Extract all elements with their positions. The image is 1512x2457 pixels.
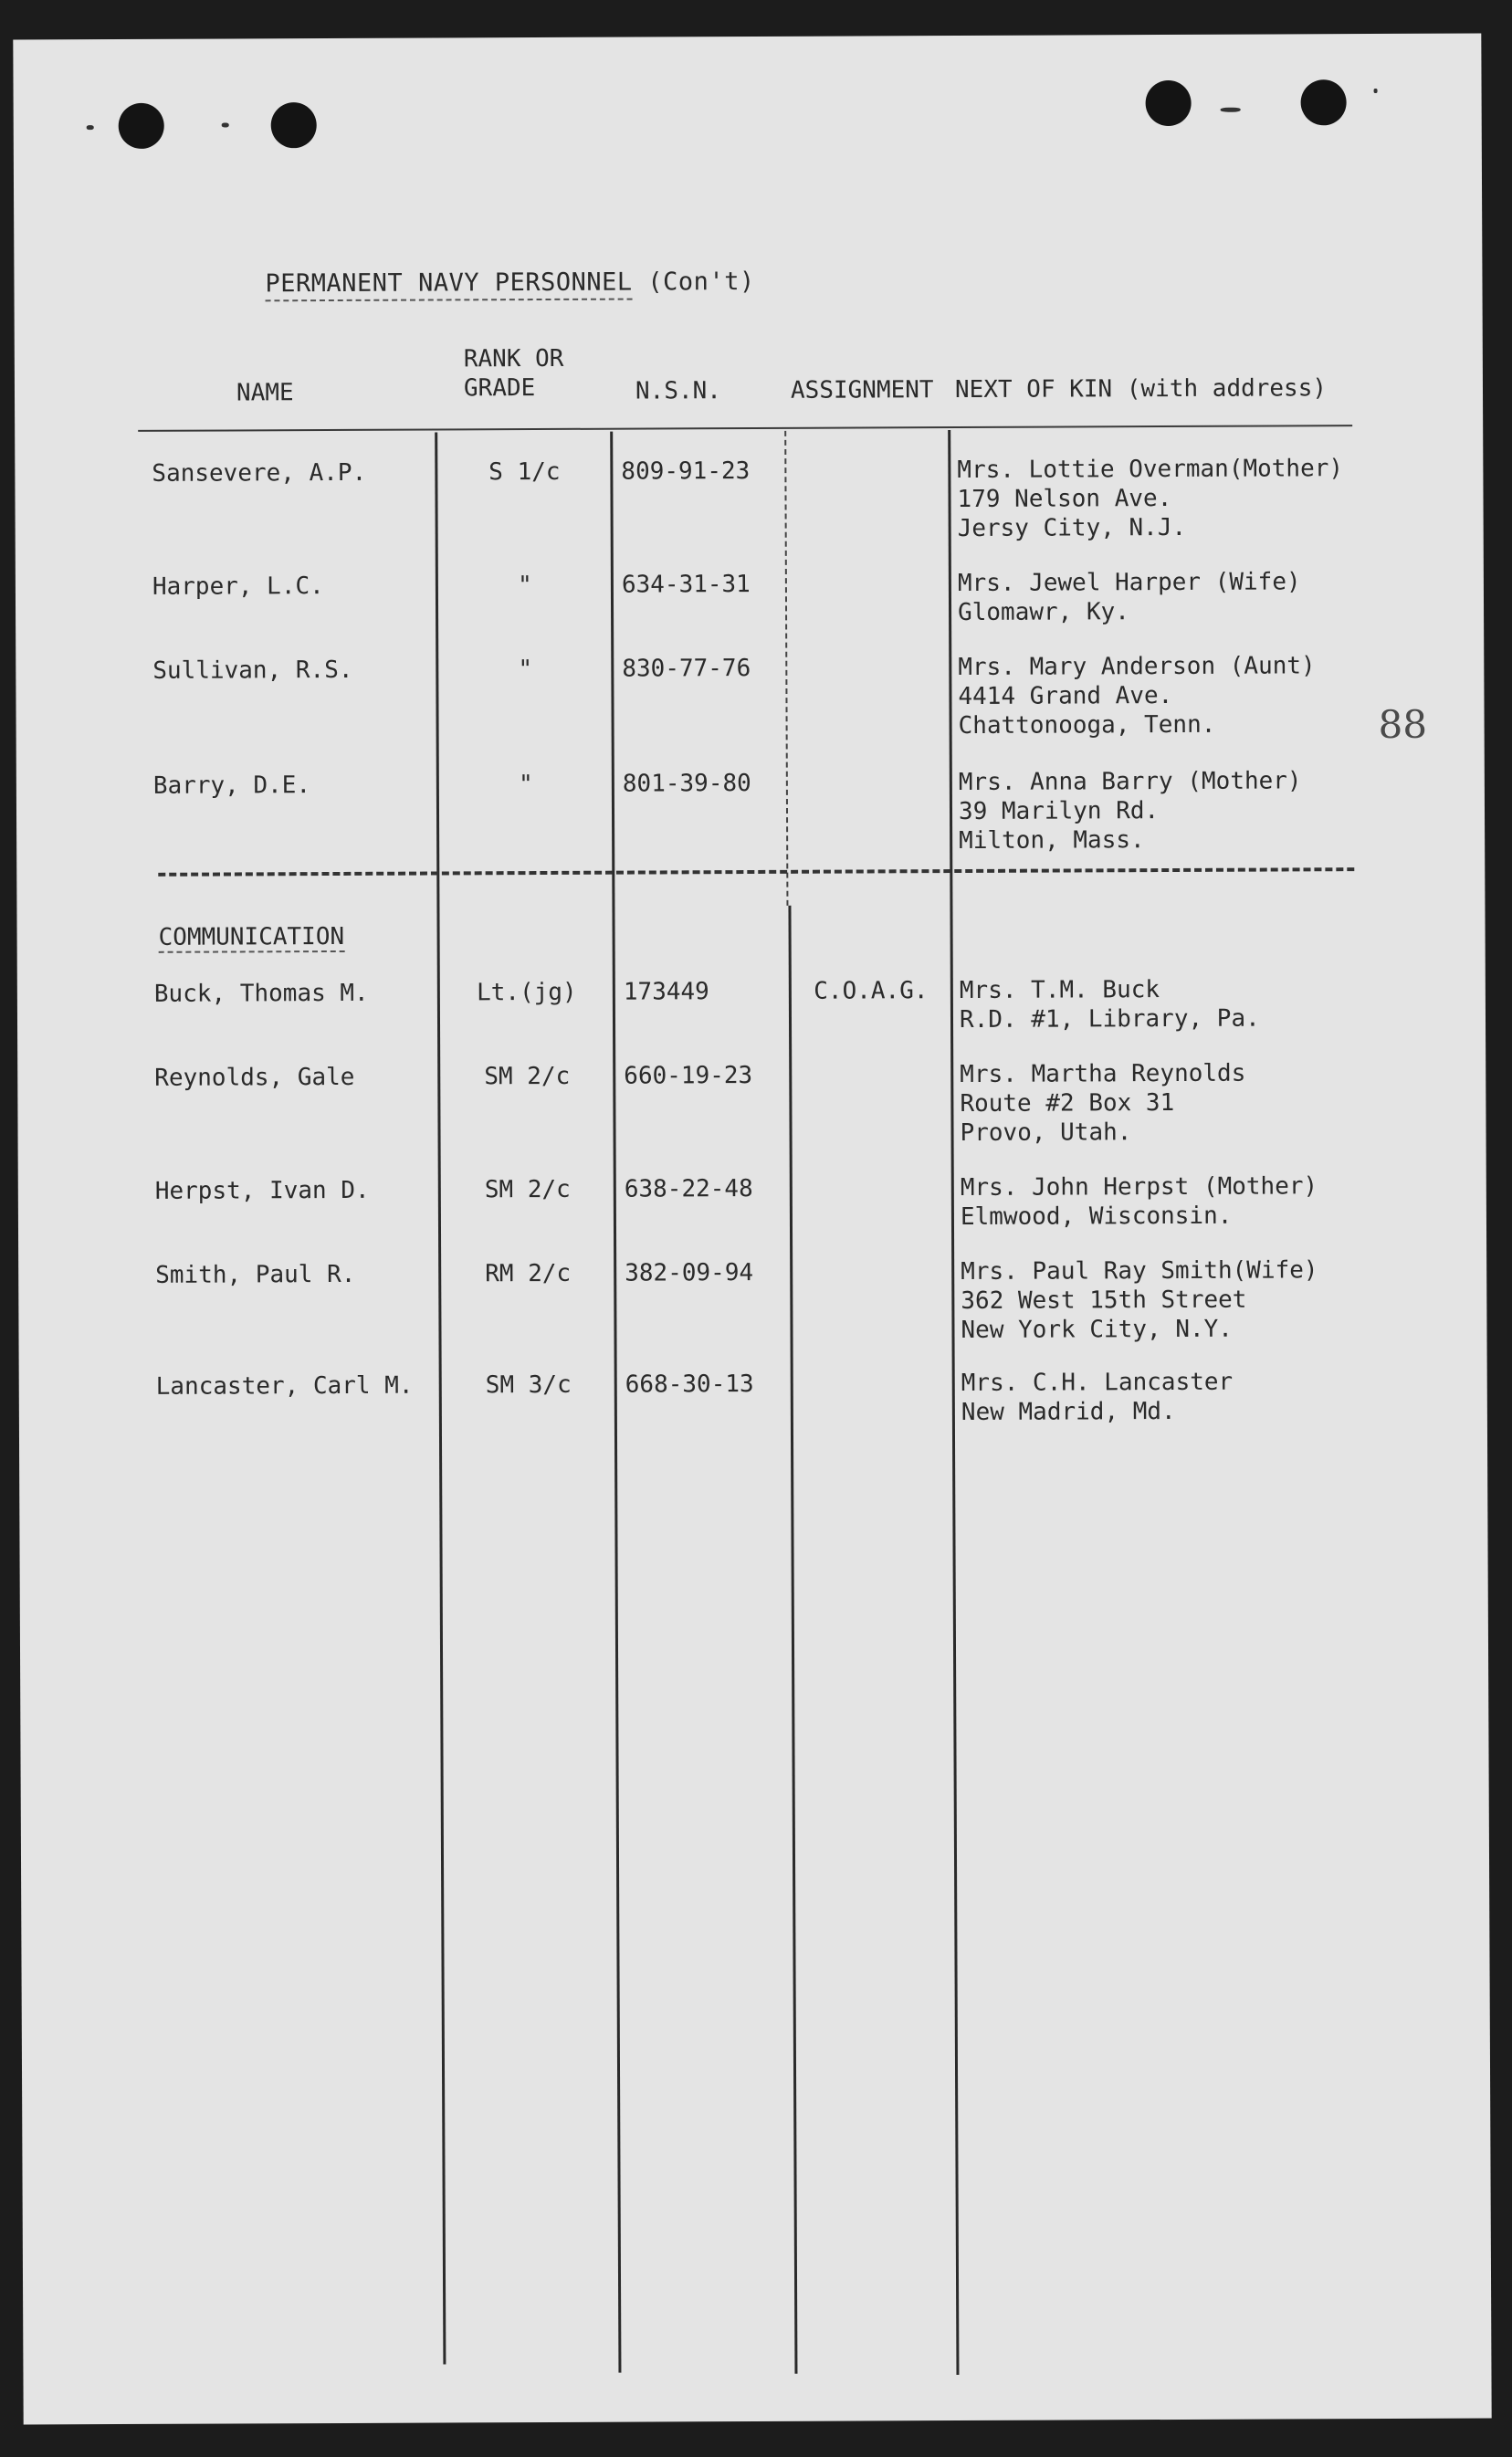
next-of-kin-line: Provo, Utah. bbox=[960, 1118, 1132, 1148]
person-assignment bbox=[799, 1257, 945, 1258]
person-assignment bbox=[797, 768, 943, 769]
person-assignment: C.O.A.G. bbox=[814, 977, 929, 1005]
person-rank: RM 2/c bbox=[485, 1259, 572, 1288]
col-header-assignment: ASSIGNMENT bbox=[790, 376, 934, 404]
person-rank: SM 2/c bbox=[484, 1062, 571, 1091]
speck-mark bbox=[222, 122, 229, 127]
person-assignment bbox=[799, 1173, 945, 1174]
speck-mark bbox=[1374, 89, 1378, 93]
person-nsn: 830-77-76 bbox=[622, 655, 751, 683]
col-header-rank-line2: GRADE bbox=[463, 374, 536, 403]
next-of-kin-line: 179 Nelson Ave. bbox=[957, 484, 1172, 514]
section-label: COMMUNICATION bbox=[158, 922, 345, 951]
person-nsn: 638-22-48 bbox=[624, 1174, 753, 1203]
column-divider bbox=[788, 906, 797, 2374]
next-of-kin-line: Mrs. C.H. Lancaster bbox=[961, 1368, 1234, 1398]
person-rank: SM 2/c bbox=[484, 1175, 571, 1204]
next-of-kin-line: Glomawr, Ky. bbox=[957, 598, 1129, 627]
person-rank: " bbox=[518, 656, 533, 684]
person-nsn: 668-30-13 bbox=[625, 1370, 754, 1399]
person-name: Sansevere, A.P. bbox=[152, 458, 367, 488]
person-name: Reynolds, Gale bbox=[154, 1063, 355, 1092]
next-of-kin-line: Mrs. Martha Reynolds bbox=[960, 1059, 1246, 1089]
punch-hole bbox=[119, 103, 164, 149]
next-of-kin-line: Mrs. Mary Anderson (Aunt) bbox=[958, 652, 1316, 682]
next-of-kin-line: New York City, N.Y. bbox=[961, 1315, 1233, 1345]
column-divider bbox=[435, 432, 446, 2364]
person-name: Smith, Paul R. bbox=[155, 1260, 356, 1289]
person-name: Lancaster, Carl M. bbox=[155, 1371, 414, 1401]
next-of-kin-line: Elmwood, Wisconsin. bbox=[960, 1202, 1233, 1232]
person-name: Herpst, Ivan D. bbox=[154, 1176, 370, 1205]
punch-hole bbox=[1146, 80, 1192, 126]
col-header-name: NAME bbox=[236, 379, 294, 407]
person-name: Sullivan, R.S. bbox=[152, 656, 353, 685]
punch-hole bbox=[1301, 79, 1347, 125]
person-assignment bbox=[796, 569, 942, 570]
next-of-kin-line: R.D. #1, Library, Pa. bbox=[959, 1004, 1260, 1034]
next-of-kin-line: 362 West 15th Street bbox=[961, 1286, 1247, 1316]
person-assignment bbox=[798, 1060, 944, 1061]
page-title bbox=[265, 268, 754, 298]
person-nsn: 801-39-80 bbox=[622, 770, 751, 798]
person-rank: SM 3/c bbox=[485, 1370, 572, 1400]
person-name: Harper, L.C. bbox=[152, 572, 324, 601]
person-rank: " bbox=[518, 572, 532, 600]
person-assignment bbox=[796, 653, 942, 654]
person-name: Barry, D.E. bbox=[152, 772, 311, 800]
next-of-kin-line: Mrs. Paul Ray Smith(Wife) bbox=[961, 1256, 1318, 1286]
person-nsn: 173449 bbox=[623, 978, 709, 1006]
next-of-kin-line: Mrs. John Herpst (Mother) bbox=[960, 1172, 1318, 1202]
next-of-kin-line: 4414 Grand Ave. bbox=[958, 681, 1173, 711]
next-of-kin-line: 39 Marilyn Rd. bbox=[958, 797, 1160, 826]
person-rank: Lt.(jg) bbox=[477, 978, 577, 1007]
person-rank: S 1/c bbox=[488, 457, 561, 487]
next-of-kin-line: Route #2 Box 31 bbox=[960, 1088, 1175, 1118]
next-of-kin-line: Mrs. T.M. Buck bbox=[959, 976, 1160, 1005]
next-of-kin-line: Jersy City, N.J. bbox=[957, 513, 1187, 543]
person-nsn: 634-31-31 bbox=[621, 571, 751, 599]
section-separator bbox=[158, 867, 1354, 877]
person-nsn: 382-09-94 bbox=[625, 1258, 754, 1287]
col-header-nsn: N.S.N. bbox=[635, 377, 721, 405]
next-of-kin-line: Mrs. Anna Barry (Mother) bbox=[958, 767, 1302, 797]
person-rank: " bbox=[518, 771, 533, 799]
column-divider bbox=[610, 432, 621, 2373]
punch-hole bbox=[271, 102, 317, 148]
col-header-next-of-kin: NEXT OF KIN (with address) bbox=[954, 374, 1328, 404]
person-nsn: 660-19-23 bbox=[624, 1061, 753, 1090]
next-of-kin-line: Mrs. Lottie Overman(Mother) bbox=[957, 455, 1344, 485]
header-rule bbox=[138, 425, 1352, 432]
title-suffix: (Con't) bbox=[647, 267, 755, 297]
title-text: PERMANENT NAVY PERSONNEL bbox=[265, 268, 632, 302]
person-assignment bbox=[795, 456, 941, 457]
next-of-kin-line: New Madrid, Md. bbox=[961, 1397, 1176, 1427]
next-of-kin-line: Chattonooga, Tenn. bbox=[958, 710, 1216, 740]
document-page bbox=[13, 34, 1491, 2425]
person-name: Buck, Thomas M. bbox=[153, 979, 369, 1008]
column-divider-dashed bbox=[784, 431, 788, 906]
speck-mark bbox=[87, 125, 94, 130]
next-of-kin-line: Mrs. Jewel Harper (Wife) bbox=[957, 568, 1301, 598]
speck-mark bbox=[1221, 108, 1241, 112]
person-assignment bbox=[800, 1369, 946, 1370]
person-nsn: 809-91-23 bbox=[621, 457, 751, 486]
next-of-kin-line: Milton, Mass. bbox=[959, 826, 1145, 856]
col-header-rank-line1: RANK OR bbox=[463, 344, 564, 373]
page-number: 88 bbox=[1378, 701, 1428, 748]
